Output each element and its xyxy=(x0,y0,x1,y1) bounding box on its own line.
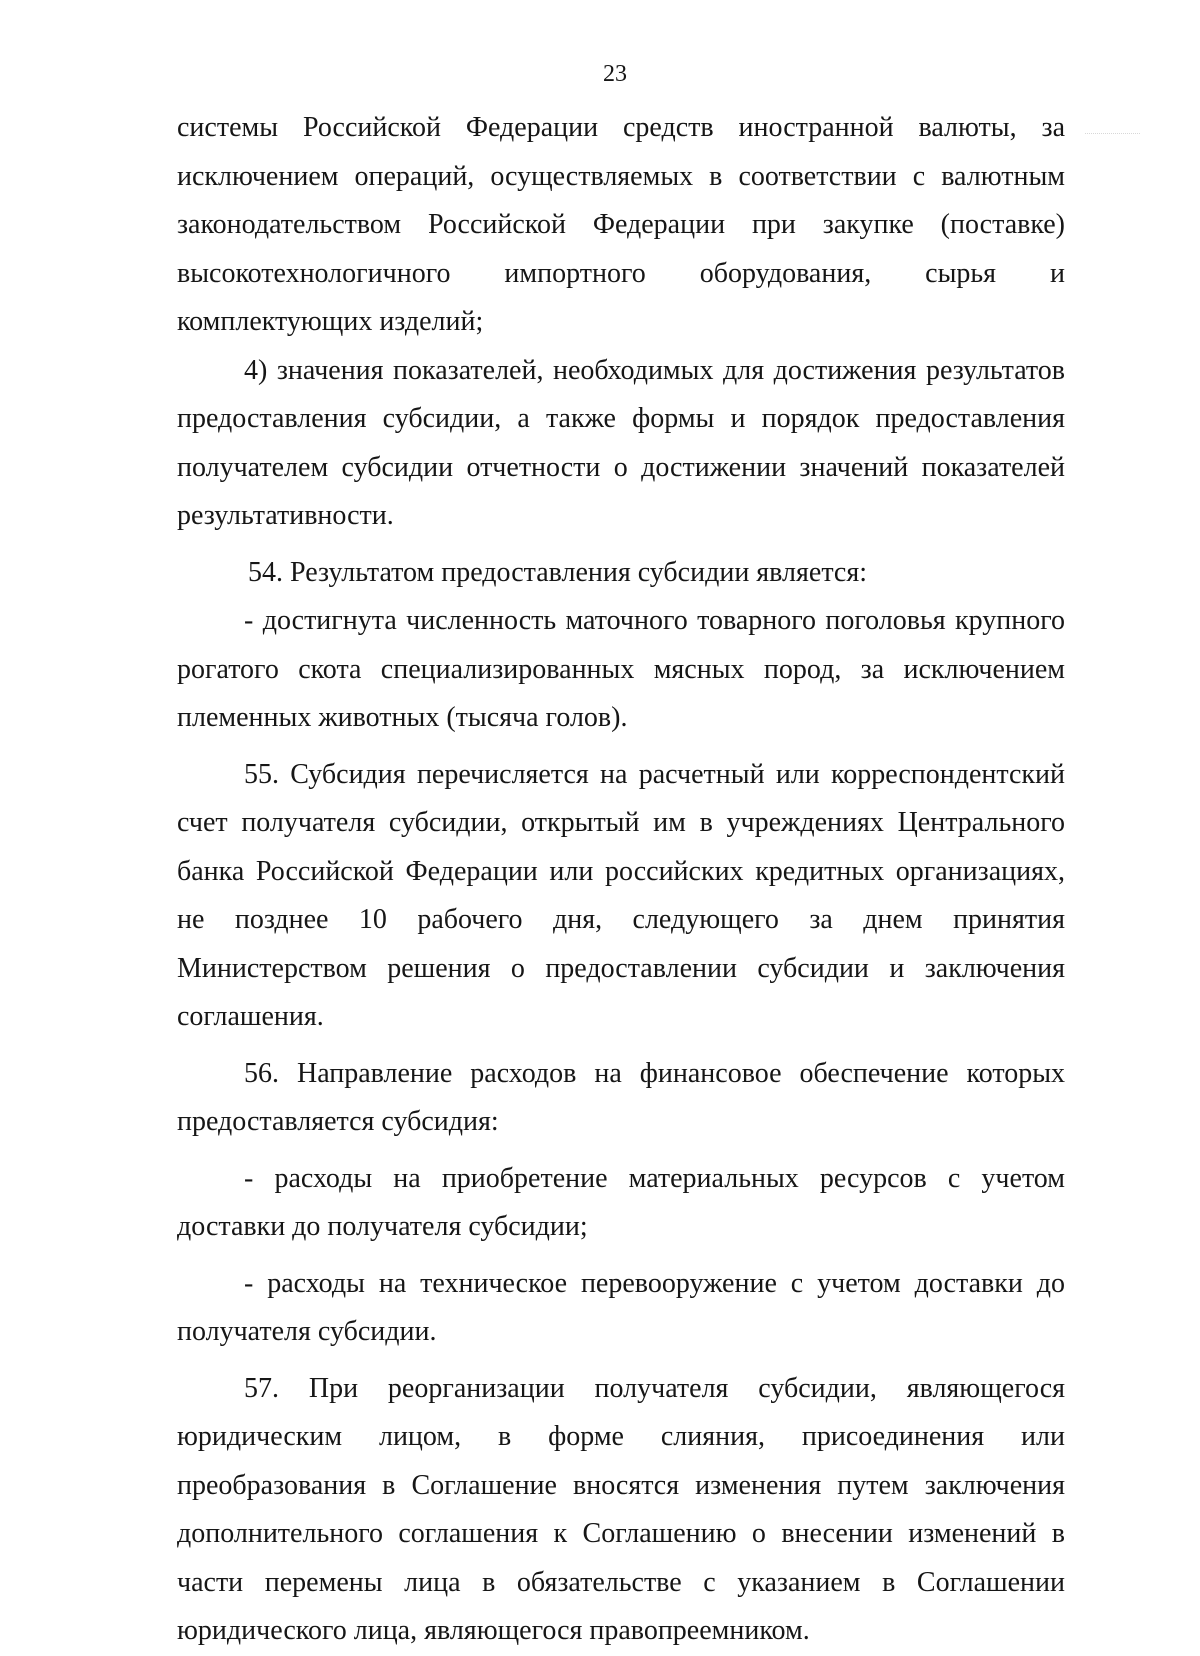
paragraph-currency-continuation: системы Российской Федерации средств иностранной валюты, за исключением операций, осуществляемых в соответствии с валютным законодательством Российской Федерации при закупке (поставке) высокотехнологичного импортного оборудования, сырья и комплектующих изделий; xyxy=(177,112,1065,337)
document-body xyxy=(177,104,1065,1656)
page-number: 23 xyxy=(603,61,627,87)
paragraph-55-transfer: 55. Субсидия перечисляется на расчетный или корреспондентский счет получателя субсидии, открытый им в учреждениях Центрального банка Российской Федерации или российских кредитных организациях, не позднее 10 рабочего дня, следующего за днем принятия Министерством решения о предоставлении субсидии и заключения соглашения. xyxy=(177,758,1065,1032)
paragraph-item-4-indicators: 4) значения показателей, необходимых для достижения результатов предоставления субсидии, а также формы и порядок предоставления получателем субсидии отчетности о достижении значений показателей результативности. xyxy=(177,354,1065,531)
scan-artifact xyxy=(1085,133,1140,135)
paragraph-56-bullet-materials: - расходы на приобретение материальных ресурсов с учетом доставки до получателя субсидии; xyxy=(177,1162,1065,1242)
paragraph-56-expenses: 56. Направление расходов на финансовое обеспечение которых предоставляется субсидия: xyxy=(177,1057,1065,1137)
paragraph-56-bullet-reequipment: - расходы на техническое перевооружение с учетом доставки до получателя субсидии. xyxy=(177,1267,1065,1347)
paragraph-54-bullet-livestock: - достигнута численность маточного товарного поголовья крупного рогатого скота специализированных мясных пород, за исключением племенных животных (тысяча голов). xyxy=(177,605,1065,733)
paragraph-57-reorganization: 57. При реорганизации получателя субсидии, являющегося юридическим лицом, в форме слияния, присоединения или преобразования в Соглашение вносятся изменения путем заключения дополнительного соглашения к Соглашению о внесении изменений в части перемены лица в обязательстве с указанием в Соглашении юридического лица, являющегося правопреемником. xyxy=(177,1372,1065,1646)
paragraph-54-result: 54. Результатом предоставления субсидии является: xyxy=(248,556,867,588)
